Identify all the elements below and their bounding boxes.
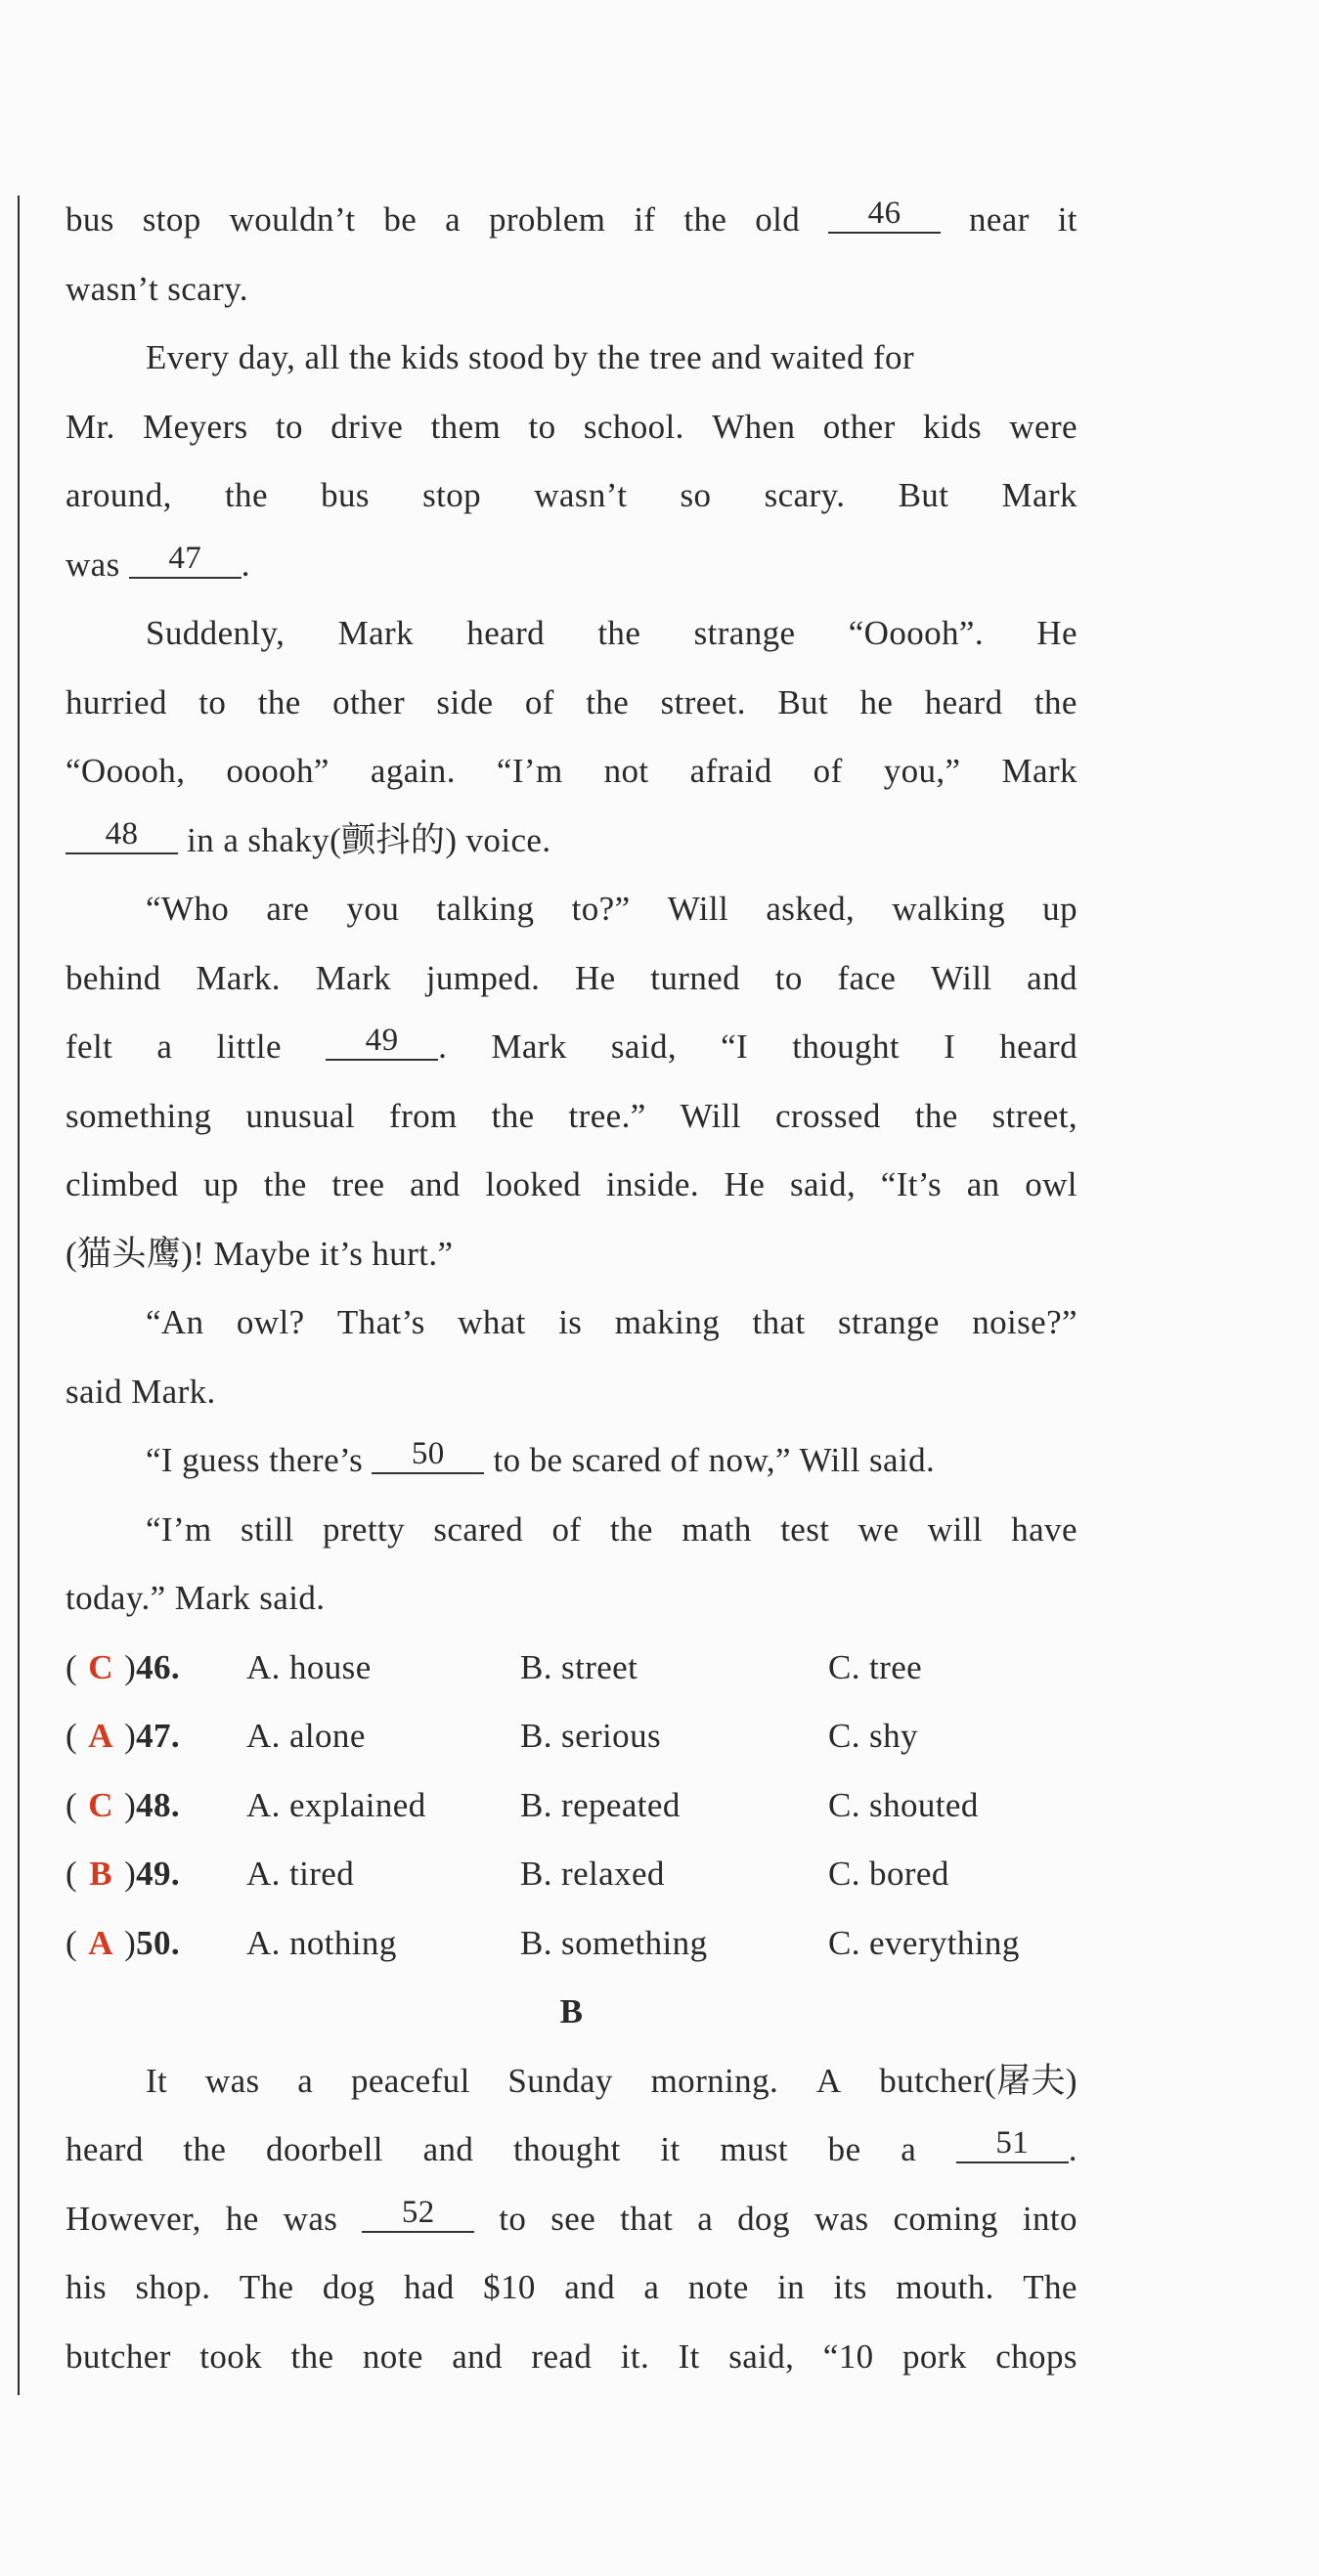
option-a: A. nothing: [246, 1923, 397, 1962]
word: its: [833, 2268, 867, 2306]
word: and: [1027, 958, 1077, 997]
option-a: A. house: [246, 1647, 372, 1686]
word: it: [1057, 200, 1077, 239]
text-line: [66, 2185, 1077, 2254]
answer-blank: 47: [129, 540, 242, 579]
answer-slot: ( C )46.: [66, 1634, 246, 1703]
passage-b: [66, 2047, 1077, 2392]
word: that: [752, 1303, 806, 1341]
word: unusual: [245, 1096, 356, 1135]
word: will: [927, 1509, 983, 1549]
word: Mr.: [66, 407, 115, 446]
word: turned: [650, 958, 741, 997]
word: note: [362, 2336, 423, 2376]
question-row: [66, 1840, 1077, 1909]
word: talking: [436, 890, 535, 928]
word: owl?: [236, 1303, 305, 1341]
word: butcher(屠夫): [879, 2061, 1077, 2100]
word: Suddenly,: [146, 614, 286, 652]
text-line: [66, 1013, 1077, 1082]
word: Mark: [1001, 752, 1077, 790]
word: near: [968, 200, 1030, 239]
question-row: [66, 1702, 1077, 1771]
word: heard: [66, 2130, 144, 2168]
answer-blank: 49: [326, 1022, 438, 1061]
word: were: [1009, 407, 1077, 446]
word: you,”: [883, 752, 961, 790]
answer-blank: 52: [362, 2194, 474, 2233]
word: It: [678, 2336, 700, 2376]
word: heard: [924, 682, 1003, 721]
word: and: [422, 2130, 474, 2168]
text-line: [66, 2047, 1077, 2117]
word: little: [216, 1027, 282, 1066]
word: It: [146, 2061, 168, 2100]
text-line: “I guess there’s 50 to be scared of now,” Will said.: [146, 1436, 936, 1479]
word: said,: [789, 1165, 857, 1203]
word: That’s: [336, 1303, 425, 1341]
word: strange: [693, 614, 796, 652]
answer-letter: A: [88, 1923, 113, 1962]
word: peaceful: [350, 2061, 470, 2100]
passage-a: [66, 186, 1077, 1634]
word: note: [687, 2268, 749, 2306]
word: strange: [837, 1303, 940, 1341]
word: of: [813, 752, 843, 790]
option-b: B. repeated: [520, 1785, 681, 1824]
text-line: was 47 .: [66, 540, 250, 584]
word: wouldn’t: [229, 200, 356, 239]
question-number: 50.: [136, 1923, 181, 1962]
text-line: today.” Mark said.: [66, 1579, 326, 1617]
text-line: 48 in a shaky(颤抖的) voice.: [66, 807, 1077, 876]
answer-letter: A: [88, 1717, 113, 1755]
word: “It’s: [880, 1165, 943, 1203]
word: he: [859, 682, 894, 721]
answer-letter: C: [88, 1785, 113, 1824]
word: [66, 815, 178, 859]
word: [362, 2185, 474, 2254]
text-line: [66, 1151, 1077, 1220]
word: jumped.: [425, 958, 541, 997]
word: have: [1011, 1509, 1077, 1549]
word: ooooh”: [226, 752, 330, 790]
question-row: [66, 1634, 1077, 1703]
word: the: [224, 476, 268, 514]
text-line: [66, 2323, 1077, 2392]
word: his: [66, 2268, 108, 2306]
word: a: [297, 2061, 314, 2100]
text-line: Every day, all the kids stood by the tree and waited for: [146, 338, 915, 376]
word: the: [683, 200, 727, 239]
word: pork: [902, 2336, 967, 2376]
word: of: [524, 682, 554, 721]
word: mouth.: [896, 2268, 994, 2306]
word: pretty: [322, 1509, 405, 1549]
word: test: [780, 1509, 830, 1549]
answer-blank: 51: [956, 2124, 1069, 2163]
word: making: [614, 1303, 721, 1341]
word: street,: [991, 1096, 1077, 1135]
word: to: [499, 2199, 527, 2238]
word: see: [550, 2199, 596, 2238]
option-a: A. alone: [246, 1717, 366, 1755]
word: He: [724, 1165, 766, 1203]
word: heard: [999, 1027, 1077, 1066]
text-line: [66, 1288, 1077, 1358]
word: However,: [66, 2199, 201, 2238]
word: school.: [583, 407, 684, 446]
text-line: (猫头鹰)! Maybe it’s hurt.”: [66, 1234, 454, 1273]
word: thought: [792, 1027, 900, 1066]
option-c: C. bored: [828, 1855, 949, 1893]
word: bus: [66, 200, 114, 239]
option-c: C. everything: [828, 1923, 1020, 1962]
word: $10: [483, 2268, 536, 2306]
word: up: [203, 1165, 240, 1203]
word: a: [643, 2268, 660, 2306]
word: He: [574, 958, 616, 997]
word: the: [597, 614, 641, 652]
text-line: [66, 461, 1077, 531]
word: up: [1042, 890, 1077, 928]
word: a: [156, 1027, 173, 1066]
word: 49 .: [326, 1013, 447, 1082]
text-line: said Mark.: [66, 1372, 216, 1411]
word: Mark: [337, 614, 415, 652]
word: hurried: [66, 682, 167, 721]
word: that: [620, 2199, 674, 2238]
answer-blank: 50: [372, 1435, 484, 1474]
option-a: A. tired: [246, 1855, 355, 1893]
word: morning.: [650, 2061, 779, 2100]
word: of: [551, 1509, 582, 1549]
word: he: [225, 2199, 259, 2238]
word: said,: [610, 1027, 678, 1066]
word: felt: [66, 1027, 113, 1066]
word: noise?”: [972, 1303, 1077, 1341]
word: into: [1022, 2199, 1077, 2238]
word: problem: [488, 200, 606, 239]
word: “Who: [146, 890, 230, 928]
word: dog: [737, 2199, 790, 2238]
word: be: [827, 2130, 861, 2168]
word: must: [720, 2130, 788, 2168]
word: asked,: [766, 890, 856, 928]
word: street.: [660, 682, 746, 721]
word: to: [275, 407, 303, 446]
word: kids: [923, 407, 982, 446]
word: read: [531, 2336, 593, 2376]
word: to: [774, 958, 803, 997]
word: [372, 1436, 484, 1479]
word: something: [66, 1096, 212, 1135]
text-line: [66, 393, 1077, 462]
question-list: [66, 1634, 1077, 1979]
word: said,: [728, 2336, 795, 2376]
word: Mark: [491, 1027, 567, 1066]
word: heard: [466, 614, 546, 652]
word: dog: [322, 2268, 375, 2306]
word: is: [558, 1303, 583, 1341]
question-number: 46.: [136, 1647, 181, 1686]
word: a: [445, 200, 462, 239]
text-line: [66, 944, 1077, 1014]
text-line: [66, 737, 1077, 807]
word: I: [944, 1027, 956, 1066]
question-number: 49.: [136, 1855, 181, 1893]
word: the: [586, 682, 630, 721]
word: But: [777, 682, 829, 721]
word: scared: [433, 1509, 524, 1549]
option-b: B. relaxed: [520, 1855, 665, 1893]
word: an: [966, 1165, 1000, 1203]
word: chops: [995, 2336, 1077, 2376]
word: you: [346, 890, 400, 928]
word: what: [458, 1303, 526, 1341]
word: 47 .: [129, 546, 250, 584]
word: the: [491, 1096, 535, 1135]
word: “Ooooh,: [66, 752, 186, 790]
word: wasn’t: [534, 476, 628, 514]
word: “I’m: [496, 752, 563, 790]
word: Will: [680, 1096, 742, 1135]
word: Will: [667, 890, 729, 928]
word: them: [430, 407, 502, 446]
word: doorbell: [266, 2130, 383, 2168]
word: again.: [370, 752, 456, 790]
word: looked: [485, 1165, 582, 1203]
option-c: C. tree: [828, 1647, 923, 1686]
word: had: [403, 2268, 455, 2306]
word: to: [528, 407, 556, 446]
text-line: [66, 875, 1077, 944]
option-b: B. street: [520, 1647, 638, 1686]
text-line: wasn’t scary.: [66, 269, 248, 308]
word: a: [901, 2130, 917, 2168]
word: stop: [422, 476, 482, 514]
word: climbed: [66, 1165, 179, 1203]
answer-slot: ( A )47.: [66, 1702, 246, 1771]
word: still: [241, 1509, 294, 1549]
word: “10: [822, 2336, 874, 2376]
text-line: [66, 2253, 1077, 2323]
answer-blank: 48: [66, 815, 178, 854]
word: “An: [146, 1303, 204, 1341]
word: and: [564, 2268, 615, 2306]
answer-blank: 46: [828, 195, 941, 234]
word: the: [290, 2336, 334, 2376]
word: to?”: [571, 890, 631, 928]
answer-letter: B: [89, 1855, 112, 1893]
word: When: [712, 407, 796, 446]
answer-letter: C: [88, 1647, 113, 1686]
word: side: [436, 682, 494, 721]
word: [828, 186, 941, 255]
word: Will: [931, 958, 992, 997]
word: was: [283, 2199, 338, 2238]
answer-slot: ( A )50.: [66, 1909, 246, 1979]
word: took: [199, 2336, 263, 2376]
text-line: [66, 599, 1077, 669]
word: crossed: [775, 1096, 881, 1135]
word: “I’m: [146, 1509, 212, 1549]
word: and: [452, 2336, 503, 2376]
word: inside.: [605, 1165, 699, 1203]
word: But: [898, 476, 949, 514]
question-row: [66, 1909, 1077, 1979]
word: The: [239, 2268, 294, 2306]
word: not: [603, 752, 649, 790]
word: “Ooooh”.: [848, 614, 985, 652]
word: owl: [1025, 1165, 1077, 1203]
word: the: [257, 682, 301, 721]
word: scary.: [764, 476, 846, 514]
word: the: [609, 1509, 653, 1549]
word: Mark: [1001, 476, 1077, 514]
word: shop.: [135, 2268, 211, 2306]
question-number: 47.: [136, 1717, 181, 1755]
section-heading: B: [559, 1992, 584, 2030]
word: tree.”: [568, 1096, 646, 1135]
word: the: [914, 1096, 958, 1135]
text-line: [66, 186, 1077, 255]
word: Mark: [315, 958, 392, 997]
word: tree: [331, 1165, 385, 1203]
word: be: [383, 200, 418, 239]
text-line: [66, 2116, 1077, 2185]
word: and: [410, 1165, 461, 1203]
text-line: [66, 1496, 1077, 1565]
word: stop: [142, 200, 201, 239]
option-c: C. shouted: [828, 1785, 979, 1824]
word: behind: [66, 958, 161, 997]
word: it: [660, 2130, 681, 2168]
word: so: [680, 476, 712, 514]
option-b: B. serious: [520, 1717, 661, 1755]
word: drive: [330, 407, 404, 446]
word: 51 .: [956, 2116, 1077, 2185]
word: He: [1036, 614, 1077, 652]
question-number: 48.: [136, 1785, 181, 1824]
word: walking: [892, 890, 1005, 928]
answer-slot: ( B )49.: [66, 1840, 246, 1909]
worksheet-page: [66, 186, 1077, 2391]
word: the: [183, 2130, 227, 2168]
word: if: [634, 200, 656, 239]
word: Meyers: [143, 407, 248, 446]
word: the: [263, 1165, 307, 1203]
word: in: [777, 2268, 806, 2306]
word: was: [813, 2199, 869, 2238]
word: A: [815, 2061, 842, 2100]
word: are: [266, 890, 310, 928]
word: bus: [321, 476, 370, 514]
question-row: [66, 1771, 1077, 1841]
word: the: [1033, 682, 1077, 721]
word: old: [755, 200, 801, 239]
word: other: [332, 682, 406, 721]
answer-slot: ( C )48.: [66, 1771, 246, 1841]
word: coming: [893, 2199, 998, 2238]
word: to: [198, 682, 227, 721]
word: Sunday: [507, 2061, 613, 2100]
word: from: [389, 1096, 458, 1135]
word: Mark.: [196, 958, 281, 997]
left-margin-rule: [18, 196, 20, 2395]
word: was: [204, 2061, 260, 2100]
word: “I: [721, 1027, 749, 1066]
word: butcher: [66, 2336, 171, 2376]
word: afraid: [689, 752, 772, 790]
text-line: [66, 1082, 1077, 1152]
word: we: [857, 1509, 900, 1549]
text-line: [66, 669, 1077, 738]
word: around,: [66, 476, 172, 514]
option-a: A. explained: [246, 1785, 426, 1824]
word: The: [1023, 2268, 1077, 2306]
option-b: B. something: [520, 1923, 708, 1962]
word: thought: [512, 2130, 621, 2168]
word: it.: [620, 2336, 650, 2376]
word: other: [822, 407, 896, 446]
word: math: [681, 1509, 752, 1549]
word: face: [837, 958, 897, 997]
word: a: [697, 2199, 714, 2238]
option-c: C. shy: [828, 1717, 918, 1755]
